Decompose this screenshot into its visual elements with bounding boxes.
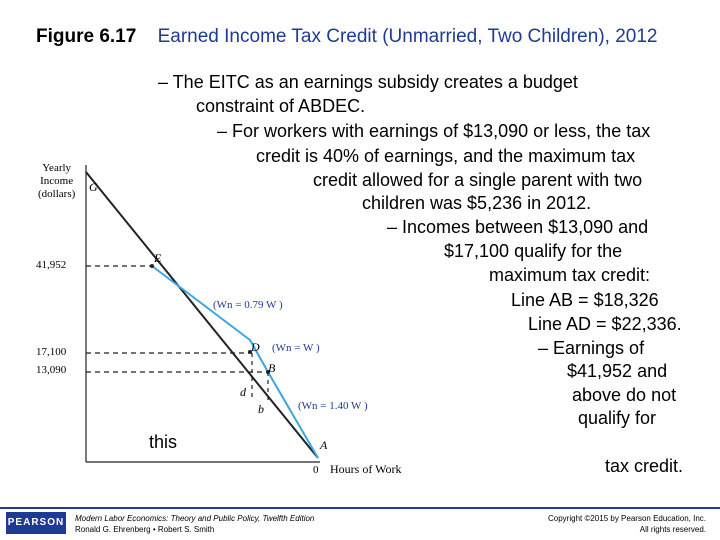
footer-divider — [0, 507, 720, 509]
bullet-4-line-1: – Earnings of — [538, 338, 645, 358]
bullet-3-line-4: Line AB = $18,326 — [511, 290, 659, 310]
tick-41952: 41,952 — [36, 259, 67, 271]
footer-authors: Ronald G. Ehrenberg • Robert S. Smith — [75, 525, 215, 534]
label-b-lower: b — [258, 402, 264, 416]
pearson-logo: PEARSON — [6, 512, 66, 534]
wage-label-140: (Wn = 1.40 W ) — [298, 400, 368, 412]
bullet-4-line-6: tax credit. — [605, 456, 684, 476]
bullet-3-line-2: $17,100 qualify for the — [444, 241, 623, 261]
bullet-2-line-4: children was $5,236 in 2012. — [362, 193, 592, 213]
label-d: D — [251, 340, 260, 354]
footer-book-info — [75, 513, 314, 535]
bullet-1-line-2: constraint of ABDEC. — [196, 96, 366, 116]
bullet-1-line-1: – The EITC as an earnings subsidy creates a budget — [158, 72, 578, 92]
label-e: E — [154, 251, 162, 265]
figure-number: Figure 6.17 — [36, 26, 137, 47]
origin-label: 0 — [313, 464, 319, 476]
wage-label-079: (Wn = 0.79 W ) — [213, 299, 283, 311]
x-axis-label: Hours of Work — [330, 462, 402, 476]
bullet-2-line-1: – For workers with earnings of $13,090 or less, the tax — [217, 121, 651, 141]
footer-copyright-text: Copyright ©2015 by Pearson Education, Inc. — [548, 514, 706, 523]
label-b: B — [268, 361, 276, 375]
tick-13090: 13,090 — [36, 364, 67, 376]
bullet-3-line-3: maximum tax credit: — [489, 265, 651, 285]
bullet-2-line-2: credit is 40% of earnings, and the maximum tax — [256, 146, 636, 166]
wage-label-1: (Wn = W ) — [272, 342, 320, 354]
bullet-2-line-3: credit allowed for a single parent with two — [313, 170, 643, 190]
footer-book-title: Modern Labor Economics: Theory and Public Policy, Twelfth Edition — [75, 514, 315, 523]
bullet-4-line-2: $41,952 and — [567, 361, 668, 381]
original-budget-line — [86, 172, 318, 458]
y-axis-label: Yearly Income (dollars) — [38, 162, 76, 200]
label-g: G — [89, 180, 98, 194]
footer-rights: All rights reserved. — [639, 525, 706, 534]
bullet-3-line-5: Line AD = $22,336. — [528, 314, 682, 334]
label-a: A — [320, 438, 328, 452]
eitc-budget-line — [152, 266, 318, 458]
bullet-4-line-5: this — [149, 432, 178, 452]
bullet-4-line-3: above do not — [572, 385, 677, 405]
figure-title-text: Earned Income Tax Credit (Unmarried, Two Children), 2012 — [157, 26, 658, 47]
bullet-4-line-4: qualify for — [578, 408, 657, 428]
label-d-lower: d — [240, 385, 246, 399]
tick-17100: 17,100 — [36, 346, 67, 358]
footer-copyright — [548, 513, 706, 535]
bullet-3-line-1: – Incomes between $13,090 and — [387, 217, 649, 237]
